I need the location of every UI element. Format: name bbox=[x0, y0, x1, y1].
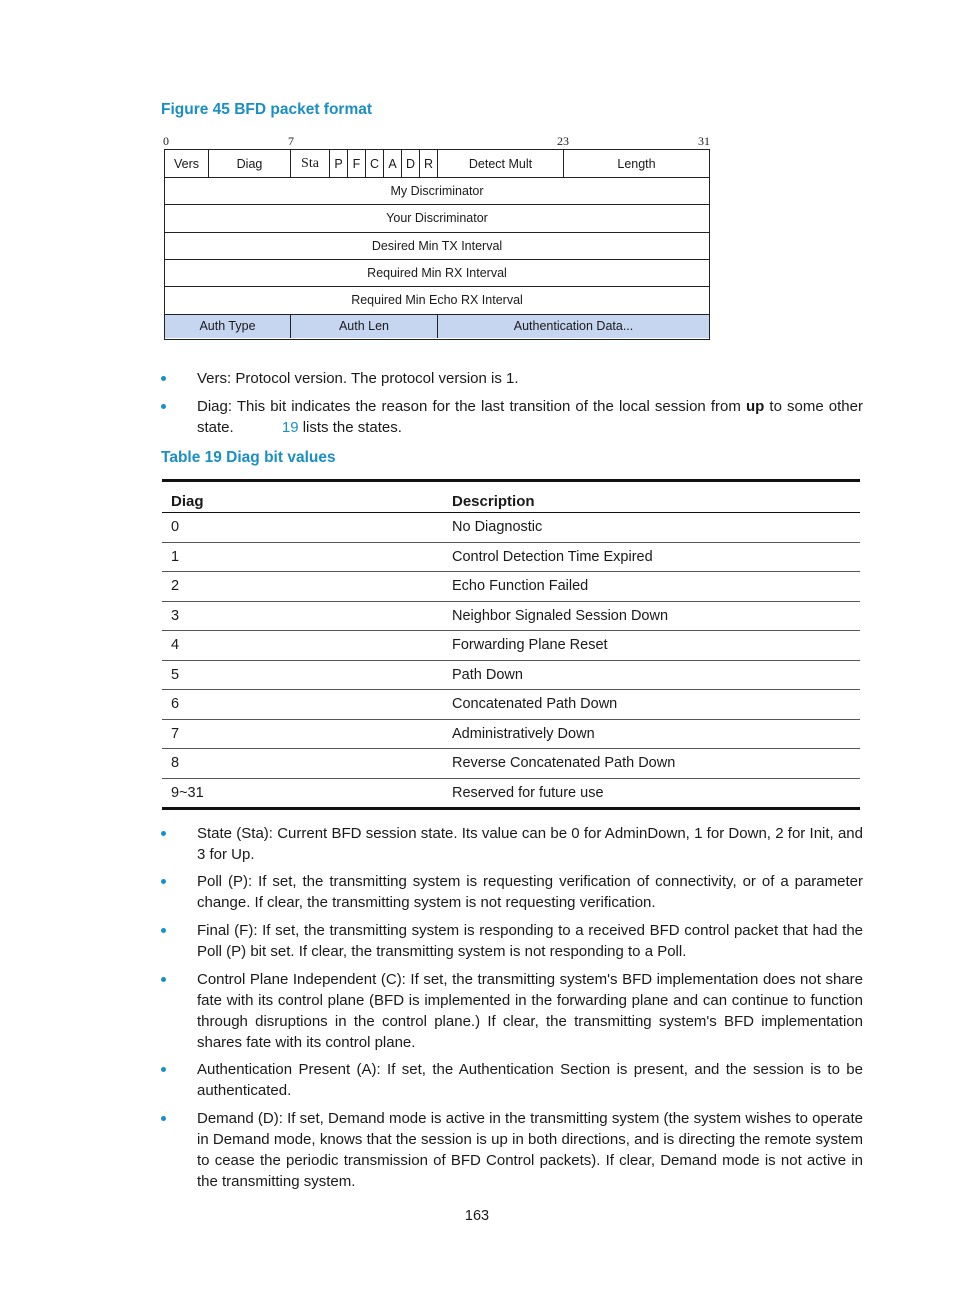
figure-caption: Figure 45 BFD packet format bbox=[161, 101, 373, 118]
field-sta: Sta bbox=[291, 150, 330, 177]
cell-description: Reserved for future use bbox=[443, 778, 860, 809]
field-vers: Vers bbox=[165, 150, 209, 177]
cell-diag-value: 0 bbox=[162, 513, 443, 543]
bullet-text: Final (F): If set, the transmitting system is responding to a received BFD control packet that had the Poll (P) bit set. If clear, the transmitting system is not responding to a Poll. bbox=[197, 922, 863, 960]
cell-diag-value: 3 bbox=[162, 601, 443, 631]
table-row bbox=[162, 749, 860, 779]
bullet-text: Poll (P): If set, the transmitting system is requesting verification of connectivity, or of a parameter change. If clear, the transmitting system is not requesting verification. bbox=[197, 873, 863, 911]
field-detect-mult: Detect Mult bbox=[438, 150, 564, 177]
bullet-dot-icon bbox=[161, 928, 166, 933]
diag-text-post2: lists the states. bbox=[298, 419, 402, 436]
table-row bbox=[162, 631, 860, 661]
bfd-packet-diagram bbox=[164, 149, 710, 340]
cell-description: Administratively Down bbox=[443, 719, 860, 749]
bullet-text bbox=[197, 396, 863, 438]
field-auth-data: Authentication Data... bbox=[513, 319, 634, 334]
field-c: C bbox=[366, 150, 384, 177]
field-p: P bbox=[330, 150, 348, 177]
bullet-text: Vers: Protocol version. The protocol version is 1. bbox=[197, 370, 519, 387]
bullet-text: Control Plane Independent (C): If set, the transmitting system's BFD implementation does not share fate with its control plane (BFD is implemented in the forwarding plane and can continue to function through disruptions in the control plane.) If clear, the transmitting system's BFD implementation shares fate with its control plane. bbox=[197, 971, 863, 1051]
packet-header-row bbox=[165, 150, 709, 177]
bit-label-0: 0 bbox=[163, 134, 169, 148]
bullet-text: State (Sta): Current BFD session state. Its value can be 0 for AdminDown, 1 for Down, 2 for Init, and 3 for Up. bbox=[197, 825, 863, 863]
cell-description: Echo Function Failed bbox=[443, 572, 860, 602]
table-row bbox=[162, 778, 860, 809]
cell-diag-value: 6 bbox=[162, 690, 443, 720]
field-d: D bbox=[402, 150, 420, 177]
field-desired-min-tx: Desired Min TX Interval bbox=[165, 232, 709, 259]
cell-diag-value: 7 bbox=[162, 719, 443, 749]
table-row bbox=[162, 572, 860, 602]
field-required-min-echo-rx: Required Min Echo RX Interval bbox=[165, 286, 709, 313]
table-row bbox=[162, 513, 860, 543]
packet-auth-row bbox=[165, 314, 709, 339]
column-header-description: Description bbox=[443, 481, 860, 513]
table-reference-link[interactable]: 19 bbox=[281, 419, 299, 436]
cell-diag-value: 9~31 bbox=[162, 778, 443, 809]
bullet-dot-icon bbox=[161, 1116, 166, 1121]
bit-label-23: 23 bbox=[557, 134, 569, 148]
cell-diag-value: 4 bbox=[162, 631, 443, 661]
cell-diag-value: 5 bbox=[162, 660, 443, 690]
bullet-text: Authentication Present (A): If set, the Authentication Section is present, and the session is to be authenticated. bbox=[197, 1061, 863, 1099]
field-r: R bbox=[420, 150, 438, 177]
cell-diag-value: 8 bbox=[162, 749, 443, 779]
bullet-dot-icon bbox=[161, 977, 166, 982]
cell-description: Reverse Concatenated Path Down bbox=[443, 749, 860, 779]
cell-description: Forwarding Plane Reset bbox=[443, 631, 860, 661]
page-number: 163 bbox=[464, 1208, 490, 1224]
table-row bbox=[162, 601, 860, 631]
cell-description: Concatenated Path Down bbox=[443, 690, 860, 720]
table-row bbox=[162, 542, 860, 572]
bullet-dot-icon bbox=[161, 879, 166, 884]
diag-text-bold: up bbox=[745, 398, 765, 415]
bit-label-31: 31 bbox=[698, 134, 710, 148]
field-your-discriminator: Your Discriminator bbox=[165, 204, 709, 231]
column-header-diag: Diag bbox=[162, 481, 443, 513]
field-a: A bbox=[384, 150, 402, 177]
table-row bbox=[162, 660, 860, 690]
cell-diag-value: 1 bbox=[162, 542, 443, 572]
table-caption: Table 19 Diag bit values bbox=[161, 449, 336, 466]
diag-text-post: to some other state. bbox=[197, 398, 863, 436]
cell-diag-value: 2 bbox=[162, 572, 443, 602]
table-row bbox=[162, 690, 860, 720]
field-diag: Diag bbox=[209, 150, 291, 177]
table-header-row bbox=[162, 481, 860, 513]
cell-description: No Diagnostic bbox=[443, 513, 860, 543]
field-length: Length bbox=[617, 156, 656, 171]
field-required-min-rx: Required Min RX Interval bbox=[165, 259, 709, 286]
field-my-discriminator: My Discriminator bbox=[165, 177, 709, 204]
cell-description: Control Detection Time Expired bbox=[443, 542, 860, 572]
bullet-dot-icon bbox=[161, 404, 166, 409]
table-row bbox=[162, 719, 860, 749]
bullet-dot-icon bbox=[161, 1067, 166, 1072]
bit-label-7: 7 bbox=[288, 134, 294, 148]
diag-bit-values-table bbox=[162, 479, 860, 810]
bullet-text: Demand (D): If set, Demand mode is active in the transmitting system (the system wishes to operate in Demand mode, knows that the session is up in both directions, and is directing the remote system to cease the periodic transmission of BFD Control packets). If clear, Demand mode is not active in the transmitting system. bbox=[197, 1110, 863, 1190]
field-f: F bbox=[348, 150, 366, 177]
field-auth-len: Auth Len bbox=[291, 315, 438, 339]
cell-description: Neighbor Signaled Session Down bbox=[443, 601, 860, 631]
diag-text-pre: Diag: This bit indicates the reason for the last transition of the local session from bbox=[197, 398, 746, 415]
field-auth-type: Auth Type bbox=[165, 315, 291, 339]
bullet-dot-icon bbox=[161, 831, 166, 836]
cell-description: Path Down bbox=[443, 660, 860, 690]
bullet-dot-icon bbox=[161, 376, 166, 381]
